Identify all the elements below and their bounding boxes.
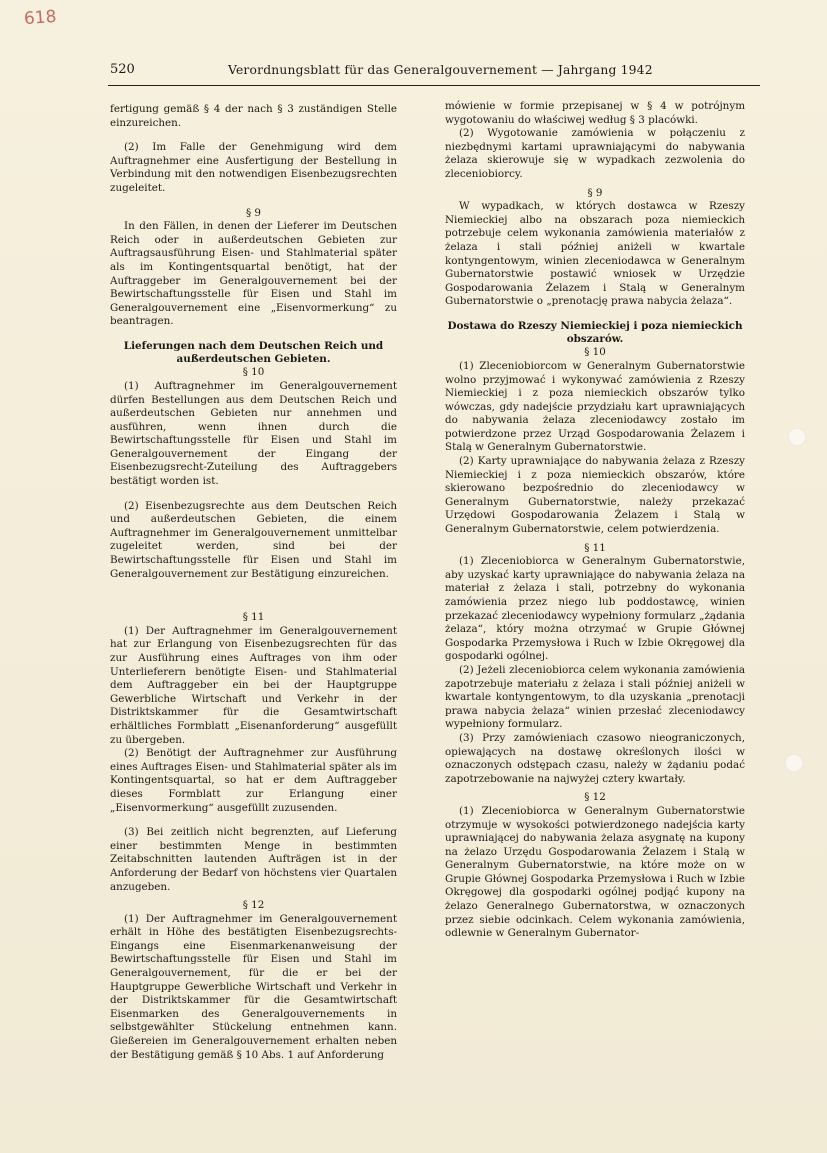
section-number: § 9 (245, 206, 262, 219)
paragraph-spacer (110, 815, 397, 826)
paragraph: (2) Im Falle der Genehmigung wird dem Auftragnehmer eine Ausfertigung der Bestellung in Verbindung mit den notwendigen Eisenbezugsrechten zugeleitet. (110, 141, 397, 194)
paragraph: (3) Przy zamówieniach czasowo nieograniczonych, opiewających na dostawę określonych ilości w oznaczonych odstępach czasu, należy w żądaniu podać zapotrzebowanie na najwyżej cztery kwartały. (445, 731, 745, 785)
section-number: § 9 (587, 186, 603, 199)
paragraph: (1) Der Auftragnehmer im Generalgouvernement hat zur Erlangung von Eisenbezugsrechten für das zur Ausführung eines Auftrages von ihm oder Unterlieferern benötigte Eisen- und Stahlmaterial dem Auftraggeber ein bei der Hauptgruppe Gewerbliche Wirtschaft und Verkehr in der Distriktskammer für die Gesamtwirtschaft erhältliches Formblatt „Eisenanforderung“ ausgefüllt zu übergeben. (110, 624, 397, 746)
paragraph: In den Fällen, in denen der Lieferer im Deutschen Reich oder in außerdeutschen Gebieten zur Auftragsausführung Eisen- und Stahlmaterial später als im Kontingentsquartal benötigt, hat der Auftraggeber im Generalgouvernement bei der Bewirtschaftungsstelle für Eisen und Stahl im Generalgouvernement eine „Eisenvormerkung“ zu beantragen. (110, 220, 397, 328)
paragraph: (2) Wygotowanie zamówienia w połączeniu z niezbędnymi kartami uprawniającymi do nabywania żelaza skierowuje się w wypadkach zezwolenia do zleceniobiorcy. (445, 127, 745, 180)
paragraph-spacer (110, 329, 397, 340)
section-number: § 12 (242, 899, 265, 912)
paragraph: (2) Jeżeli zleceniobiorca celem wykonania zamówienia zapotrzebuje materiału z żelaza i stali później aniżeli w kwartale kontyngentowym, to dla uzyskania „prenotacji prawa nabycia żelaza“ winien przesłać zleceniodawcy wypełniony formularz. (445, 663, 745, 731)
punch-hole (788, 428, 806, 446)
paragraph: fertigung gemäß § 4 der nach § 3 zuständigen Stelle einzureichen. (110, 103, 397, 129)
paragraph: (1) Zleceniobiorca w Generalnym Gubernatorstwie, aby uzyskać karty uprawniające do nabywania żelaza na materiał z żelaza i stali, potrzebny do wykonania zamówienia przez niego lub poddostawcę, winien przekazać zleceniodawcy wypełniony formularz „żądania żelaza“, który można otrzymać w Grupie Głównej Gospodarka Przemysłowa i Ruch w Izbie Okręgowej dla gospodarki ogólnej. (445, 555, 745, 663)
paragraph: (1) Zleceniobiorcom w Generalnym Gubernatorstwie wolno przyjmować i wykonywać zamówienia z Rzeszy Niemieckiej i z poza niemieckich obszarów tylko wówczas, gdy nadejście przydziału kart uprawniających do nabywania żelaza zleceniodawcy zostało im potwierdzone przez Urząd Gospodarowania Żelazem i Stalą w Generalnym Gubernatorstwie. (445, 359, 745, 454)
header-rule (108, 85, 760, 86)
paragraph: (1) Auftragnehmer im Generalgouvernement dürfen Bestellungen aus dem Deutschen Reich und außerdeutschen Gebieten nur annehmen und ausführen, wenn ihnen durch die Bewirtschaftungsstelle für Eisen und Stahl im Generalgouvernement der Eingang der Eisenbezugsrecht-Zuteilung des Auftraggebers bestätigt worden ist. (110, 379, 397, 488)
section-number: § 11 (242, 611, 265, 624)
running-header: Verordnungsblatt für das Generalgouvernement — Jahrgang 1942 (228, 63, 653, 77)
paragraph-spacer (445, 309, 745, 320)
archive-number-mark: 618 (23, 6, 58, 30)
paragraph: mówienie w formie przepisanej w § 4 w potrójnym wygotowaniu do właściwej według § 3 placówki. (445, 100, 745, 126)
section-number: § 11 (584, 541, 606, 554)
polish-column (445, 100, 745, 941)
paragraph-spacer (110, 196, 397, 207)
german-column (110, 103, 397, 1062)
section-number: § 12 (584, 791, 606, 804)
section-heading: Lieferungen nach dem Deutschen Reich und außerdeutschen Gebieten. (123, 339, 384, 366)
paragraph: (2) Karty uprawniające do nabywania żelaza z Rzeszy Niemieckiej i z poza niemieckich obszarów, które skierowano bezpośrednio do zleceniodawcy w Generalnym Gubernatorstwie, należy przekazać Urzędowi Gospodarowania Żelazem i Stalą w Generalnym Gubernatorstwie, celem potwierdzenia. (445, 455, 745, 536)
paragraph: (1) Zleceniobiorca w Generalnym Gubernatorstwie otrzymuje w wysokości potwierdzonego nadejścia karty uprawniającej do nabywania żelaza asygnatę na kupony na żelazo Urzędu Gospodarowania Żelazem i Stalą w Generalnym Gubernatorstwie, na które może on w Grupie Głównej Gospodarka Przemysłowa i Ruch w Izbie Okręgowej dla gospodarki ogólnej podjąć kupony na żelazo Generalnego Gubernatorstwa, w oznaczonych przez siebie odcinkach. Celem wykonania zamówienia, odlewnie w Generalnym Gubernator- (445, 804, 745, 940)
section-heading: Dostawa do Rzeszy Niemieckiej i poza niemieckich obszarów. (447, 319, 743, 346)
page-number: 520 (110, 62, 135, 77)
paragraph: W wypadkach, w których dostawca w Rzeszy Niemieckiej albo na obszarach poza niemieckich potrzebuje celem wykonania zamówienia materiałów z żelaza i stali później aniżeli w kwartale kontyngentowym, winien zleceniodawca w Generalnym Gubernatorstwie postawić wniosek w Urzędzie Gospodarowania Żelazem i Stalą w Generalnym Gubernatorstwie o „prenotację prawa nabycia żelaza“. (445, 200, 745, 308)
section-number: § 10 (584, 346, 606, 359)
paragraph-spacer (110, 489, 397, 500)
paragraph: (2) Eisenbezugsrechte aus dem Deutschen Reich und außerdeutschen Gebieten, die einem Auftragnehmer im Generalgouvernement unmittelbar zugeleitet werden, sind bei der Bewirtschaftungsstelle für Eisen und Stahl im Generalgouvernement zur Bestätigung einzureichen. (110, 499, 397, 580)
paragraph: (2) Benötigt der Auftragnehmer zur Ausführung eines Auftrages Eisen- und Stahlmaterial später als im Kontingentsquartal, so hat er dem Auftraggeber dieses Formblatt zur Erlangung einer „Eisenvormerkung“ ausgefüllt zuzusenden. (110, 747, 397, 814)
section-number: § 10 (242, 366, 265, 379)
paragraph: (1) Der Auftragnehmer im Generalgouvernement erhält in Höhe des bestätigten Eisenbezugsrechts-Eingangs eine Eisenmarkenanweisung der Bewirtschaftungsstelle für Eisen und Stahl im Generalgouvernement, für die er bei der Hauptgruppe Gewerbliche Wirtschaft und Verkehr in der Distriktskammer für die Gesamtwirtschaft Eisenmarken des Generalgouvernements in selbstgewählter Stückelung entnehmen kann. Gießereien im Generalgouvernement erhalten neben der Bestätigung gemäß § 10 Abs. 1 auf Anforderung (110, 912, 397, 1061)
paragraph: (3) Bei zeitlich nicht begrenzten, auf Lieferung einer bestimmten Menge in bestimmten Zeitabschnitten lautenden Aufträgen ist in der Anforderung der Bedarf von höchstens vier Quartalen anzugeben. (110, 826, 397, 893)
punch-hole (785, 754, 803, 772)
paragraph-spacer (110, 581, 397, 611)
paragraph-spacer (110, 130, 397, 141)
